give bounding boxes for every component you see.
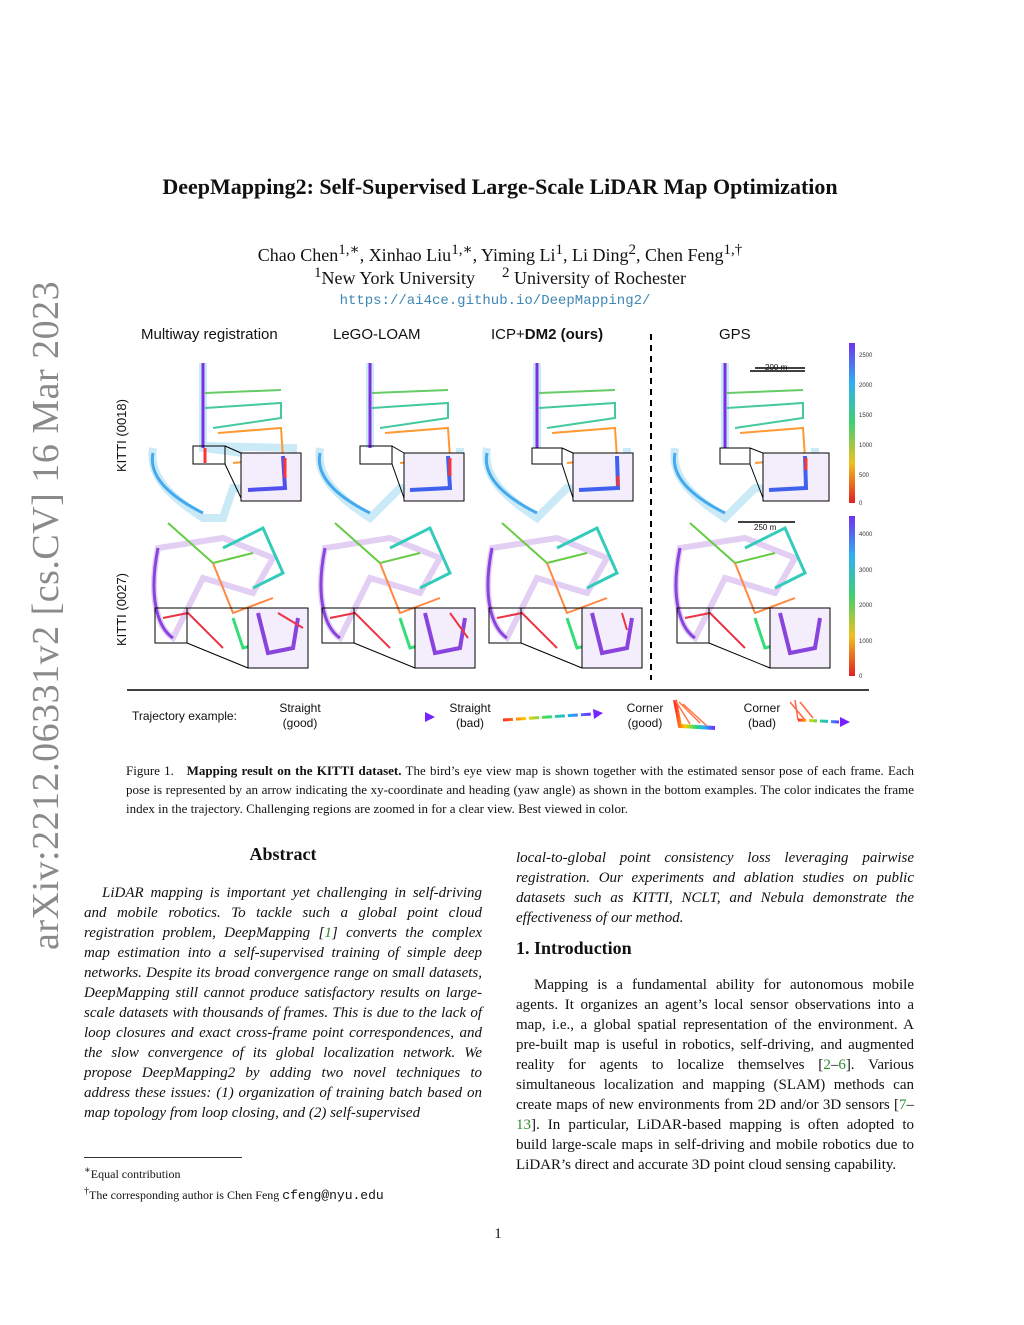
cbar-tick: 1000 xyxy=(859,443,873,449)
caption-bold: Mapping result on the KITTI dataset. xyxy=(186,763,402,778)
map-0018-ours xyxy=(486,363,633,518)
map-0018-lego-loam xyxy=(319,363,464,518)
citation-dash: – xyxy=(906,1097,914,1113)
author-sup: 1,∗ xyxy=(338,242,360,258)
footnote-text: The corresponding author is Chen Feng xyxy=(89,1188,283,1202)
example-line2: (bad) xyxy=(455,716,484,730)
cbar-tick: 0 xyxy=(859,501,863,507)
footnote-equal xyxy=(84,1162,482,1183)
affil-name: University of Rochester xyxy=(514,268,686,288)
footnote-corresponding xyxy=(84,1183,482,1204)
affil-name: New York University xyxy=(321,268,476,288)
col-title-gps: GPS xyxy=(719,326,751,343)
example-line1: Corner xyxy=(626,701,664,715)
trajectory-example-label: Trajectory example: xyxy=(132,709,237,723)
footnote-mark: ∗ xyxy=(84,1165,91,1176)
cbar-tick: 2500 xyxy=(859,353,873,359)
author-name: Xinhao Liu xyxy=(368,245,452,265)
col-title-multiway: Multiway registration xyxy=(141,326,278,343)
intro-text-c: ]. In particular, LiDAR-based mapping is often adopted to build large-scale maps in self-driving and mobile robotics due to LiDAR’s direct and accurate 3D point cloud sensing capability. xyxy=(516,1117,914,1173)
footnote-rule xyxy=(84,1157,242,1158)
author-name: Yiming Li xyxy=(480,245,556,265)
project-url-link[interactable]: https://ai4ce.github.io/DeepMapping2/ xyxy=(339,293,651,309)
map-0018-gps xyxy=(674,363,829,518)
footnote-text: Equal contribution xyxy=(90,1167,181,1181)
footnote-mark: † xyxy=(84,1186,89,1197)
caption-label: Figure 1. xyxy=(126,763,174,778)
email-link[interactable]: cfeng@nyu.edu xyxy=(282,1188,384,1203)
example-line2: (good) xyxy=(627,716,663,730)
colorbar-0027 xyxy=(849,516,855,676)
figure-1 xyxy=(105,318,895,748)
example-line2: (bad) xyxy=(747,716,776,730)
abstract-body xyxy=(84,883,482,1123)
author-list: Chao Chen$^{1,∗}$, Xinhao Liu$^{1,∗}$, Yiming Li$^1$, Li Ding$^2$, Chen Feng$^{1,\dagger}$ xyxy=(257,242,743,265)
cbar-tick: 1000 xyxy=(859,639,873,645)
traj-corner-good xyxy=(675,700,715,728)
author-name: Li Ding xyxy=(572,245,629,265)
traj-corner-bad xyxy=(790,700,850,727)
citation-link[interactable]: 1 xyxy=(324,925,332,941)
ours-bold: DM2 (ours) xyxy=(524,326,604,343)
citation-link[interactable]: 13 xyxy=(516,1117,531,1133)
cbar-tick: 3000 xyxy=(859,568,873,574)
cbar-tick: 0 xyxy=(859,674,863,680)
introduction-body xyxy=(516,975,914,1175)
example-line2: (good) xyxy=(282,716,318,730)
abstract-continuation: local-to-global point consistency loss leveraging pairwise registration. Our experiments and ablation studies on public datasets such as KITTI, NCLT, and Nebula demonstrate the effectiveness of our method. xyxy=(516,850,914,926)
map-0027-gps xyxy=(676,523,830,668)
author-name: Chen Feng xyxy=(645,245,724,265)
col-title-lego-loam: LeGO-LOAM xyxy=(333,326,421,343)
author-sup: 2 xyxy=(628,242,636,258)
scalebar-label-200m: 200 m xyxy=(765,363,788,372)
intro-text-b: ]. Various simultaneous localization and mapping (SLAM) methods can create maps of new environments from 2D and/or 3D sensors [ xyxy=(516,1057,914,1113)
author-sup: 1,∗ xyxy=(451,242,473,258)
cbar-tick: 2000 xyxy=(859,603,873,609)
traj-straight-bad xyxy=(503,709,603,720)
example-line1: Straight xyxy=(279,701,321,715)
intro-text-a: Mapping is a fundamental ability for autonomous mobile agents. It organizes an agent’s local sensor observations into a map, i.e., a global spatial representation of the environment. A pre-built map is useful in robotics, self-driving, and augmented reality for agents to localize themselves [ xyxy=(516,977,914,1073)
example-straight-good xyxy=(265,701,335,731)
citation-link[interactable]: 2 xyxy=(823,1057,831,1073)
paper-title: DeepMapping2: Self-Supervised Large-Scale LiDAR Map Optimization xyxy=(162,174,838,199)
affil-sup: 2 xyxy=(502,265,510,281)
scalebar-label-250m: 250 m xyxy=(754,523,777,532)
ours-prefix: ICP+ xyxy=(491,326,525,343)
affiliation-list xyxy=(0,265,1000,289)
cbar-tick: 1500 xyxy=(859,413,873,419)
footnotes xyxy=(84,1162,482,1204)
abstract-text-a: LiDAR mapping is important yet challenging in self-driving and mobile robotics. To tackle such a global point cloud registration problem, DeepMapping [ xyxy=(84,885,482,941)
citation-dash: – xyxy=(830,1057,839,1073)
row-label-0027: KITTI (0027) xyxy=(114,573,129,646)
arxiv-stamp: arXiv:2212.06331v2 [cs.CV] 16 Mar 2023 xyxy=(25,280,67,950)
traj-straight-good xyxy=(330,712,435,722)
cbar-tick: 2000 xyxy=(859,383,873,389)
abstract-text-b: ] converts the complex map estimation into a self-supervised training of simple deep networks. Despite its broad convergence range on small datasets, DeepMapping still cannot produce satisfactory results on large-scale datasets with thousands of frames. This is due to the lack of loop closures and exact cross-frame point correspondences, and the slow convergence of its global localization network. We propose DeepMapping2 by adding two novel techniques to address these issues: (1) organization of training batch based on map topology from loop closing, and (2) self-supervised xyxy=(84,925,483,1121)
page-number: 1 xyxy=(494,1226,502,1242)
abstract-heading: Abstract xyxy=(249,844,317,864)
example-line1: Corner xyxy=(743,701,781,715)
colorbar-0018 xyxy=(849,343,855,503)
author-sup: 1 xyxy=(555,242,563,258)
example-corner-bad xyxy=(727,701,797,731)
caption-text: The bird’s eye view map is shown together with the estimated sensor pose of each frame. Each pose is represented by an arrow indicating the xy-coordinate and heading (yaw angle) as shown in the bottom examples. The color indicates the frame index in the trajectory. Challenging regions are zoomed in for a clear view. Best viewed in color. xyxy=(126,763,914,816)
figure-maps-svg xyxy=(105,318,895,748)
citation-link[interactable]: 6 xyxy=(838,1057,846,1073)
map-0027-lego-loam xyxy=(321,523,475,668)
example-line1: Straight xyxy=(449,701,491,715)
map-0018-multiway xyxy=(152,363,301,518)
map-0027-multiway xyxy=(154,523,308,668)
introduction-heading: 1. Introduction xyxy=(516,938,632,958)
left-column xyxy=(84,844,482,1123)
cbar-tick: 4000 xyxy=(859,532,873,538)
citation-link[interactable]: 7 xyxy=(899,1097,907,1113)
row-label-0018: KITTI (0018) xyxy=(114,399,129,472)
example-straight-bad xyxy=(435,701,505,731)
map-0027-ours xyxy=(488,523,642,668)
cbar-tick: 500 xyxy=(859,473,870,479)
affil-sup: 1 xyxy=(314,265,322,281)
author-sup: 1,† xyxy=(723,242,743,258)
author-name: Chao Chen xyxy=(257,245,339,265)
figure-caption xyxy=(126,761,914,818)
example-corner-good xyxy=(610,701,680,731)
right-column xyxy=(516,848,914,1175)
